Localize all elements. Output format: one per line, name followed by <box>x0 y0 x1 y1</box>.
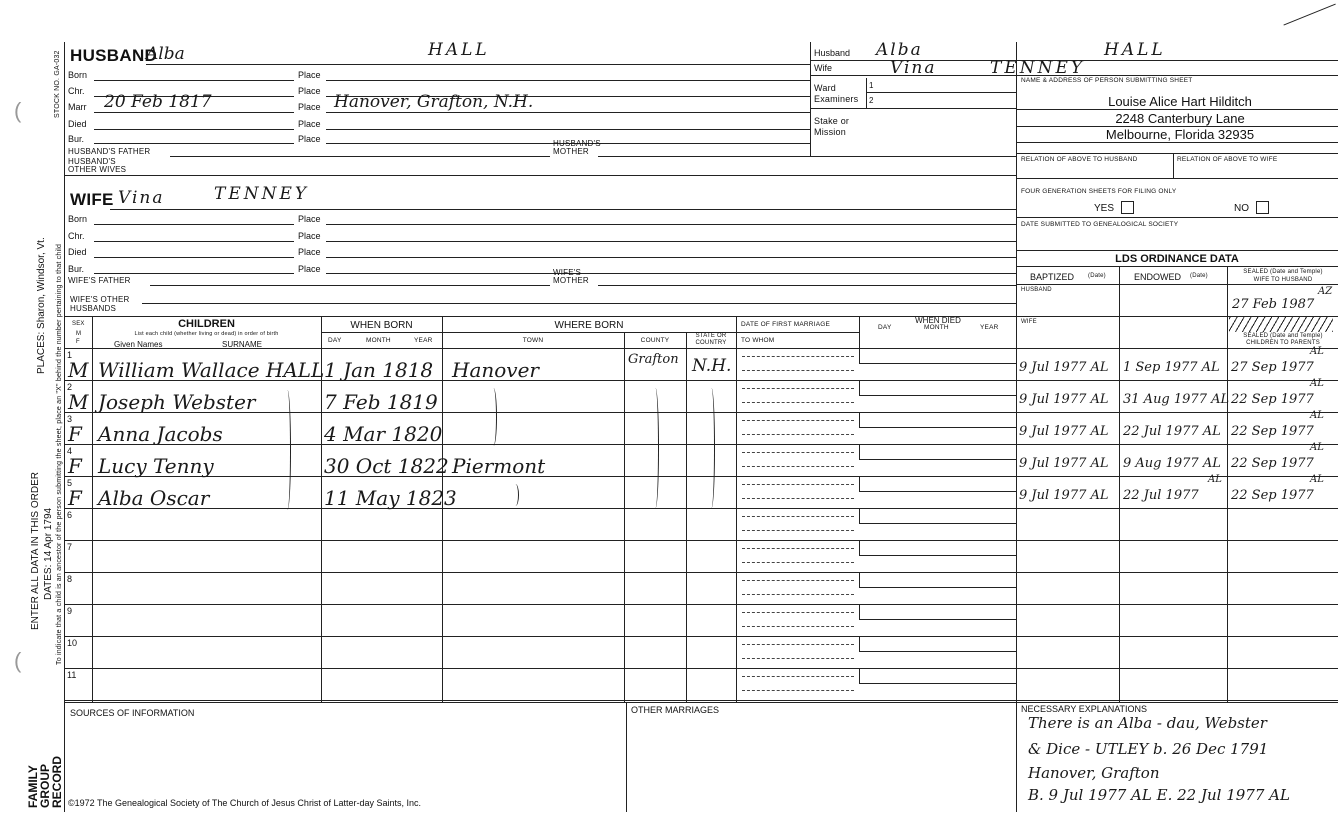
child-birth-date[interactable]: 7 Feb 1819 <box>324 390 438 414</box>
other-wives-line-2: OTHER WIVES <box>68 165 127 174</box>
marriage-whom-dash <box>742 498 854 499</box>
ancestor-note: To indicate that a child is an ancestor of the person submitting the sheet, place an "X" behind the number pertaining to that child <box>56 243 63 665</box>
child-sealed[interactable]: 22 Sep 1977 <box>1231 488 1314 503</box>
child-sealed-temple[interactable]: AL <box>1310 474 1324 485</box>
ditto-mark <box>284 390 291 510</box>
child-birth-town[interactable]: Piermont <box>452 454 546 478</box>
fgr-line-1: FAMILY <box>26 765 40 808</box>
wife-bur-place-label: Place <box>298 264 321 274</box>
wifes-other-husbands-label <box>70 295 129 313</box>
explanation-line-1[interactable]: There is an Alba - dau, Webster <box>1028 714 1267 732</box>
husbands-mother-label-1: HUSBAND'S <box>553 139 601 148</box>
stake-label: Stake or <box>814 116 850 126</box>
wife-died-place-label: Place <box>298 247 321 257</box>
child-number: 10 <box>67 638 78 648</box>
child-sealed-temple[interactable]: AL <box>1310 410 1324 421</box>
relation-wife-label: RELATION OF ABOVE TO WIFE <box>1177 156 1278 163</box>
husbands-mother-label-2: MOTHER <box>553 147 589 156</box>
other-husbands-line-2: HUSBANDS <box>70 304 117 313</box>
child-baptized[interactable]: 9 Jul 1977 AL <box>1019 392 1109 407</box>
baptized-header: BAPTIZED <box>1030 272 1075 282</box>
child-endowed[interactable]: 22 Jul 1977 AL <box>1123 424 1221 439</box>
marriage-whom-dash <box>742 370 854 371</box>
other-marriages-label: OTHER MARRIAGES <box>631 705 720 715</box>
when-died-header: WHEN DIED <box>915 316 961 325</box>
sealed-wife-line-2: WIFE TO HUSBAND <box>1253 277 1313 283</box>
wife-heading: WIFE <box>70 190 114 209</box>
husbands-father-label: HUSBAND'S FATHER <box>68 147 151 156</box>
death-date-box[interactable] <box>859 573 1017 588</box>
to-whom-header: TO WHOM <box>741 337 775 344</box>
marriage-date-dash <box>742 548 854 549</box>
fgr-line-3: RECORD <box>50 755 64 808</box>
husbands-other-wives-label <box>68 158 126 174</box>
examiner-1-number: 1 <box>869 81 874 90</box>
born-month-header: MONTH <box>366 337 391 344</box>
ditto-mark <box>490 388 497 446</box>
child-number: 6 <box>67 510 73 520</box>
marriage-whom-dash <box>742 562 854 563</box>
child-number: 4 <box>67 446 73 456</box>
sealed-wife-line-1: SEALED (Date and Temple) <box>1243 269 1323 275</box>
child-birth-county[interactable]: Grafton <box>628 352 679 367</box>
marriage-date-dash <box>742 452 854 453</box>
margin-mark: ( <box>14 98 22 123</box>
examiner-2-number: 2 <box>869 96 874 105</box>
child-name[interactable]: Joseph Webster <box>98 390 256 414</box>
marriage-whom-dash <box>742 466 854 467</box>
child-endowed[interactable]: 31 Aug 1977 AL <box>1123 392 1230 407</box>
marriage-date-dash <box>742 644 854 645</box>
child-sex[interactable]: F <box>68 454 82 478</box>
child-number: 8 <box>67 574 73 584</box>
dates-note: DATES: 14 Apr 1794 <box>43 507 54 600</box>
right-husband-given[interactable]: Alba <box>876 40 923 60</box>
child-endowed-temple[interactable]: AL <box>1208 474 1222 485</box>
husband-chr-place-label: Place <box>298 86 321 96</box>
death-date-box[interactable] <box>859 605 1017 620</box>
wife-given-name[interactable]: Vina <box>118 188 165 208</box>
wifes-mother-label <box>553 269 589 285</box>
child-baptized[interactable]: 9 Jul 1977 AL <box>1019 424 1109 439</box>
child-number: 2 <box>67 382 73 392</box>
child-baptized[interactable]: 9 Jul 1977 AL <box>1019 360 1109 375</box>
ward-label: Ward <box>814 83 836 93</box>
wife-died-label: Died <box>68 247 87 257</box>
ward-examiners-label <box>814 83 858 105</box>
sex-f-header: F <box>76 339 80 345</box>
marriage-whom-dash <box>742 434 854 435</box>
sealed-children-line-2: CHILDREN TO PARENTS <box>1246 340 1320 346</box>
child-number: 5 <box>67 478 73 488</box>
death-date-box[interactable] <box>859 669 1017 684</box>
family-group-record <box>27 756 63 808</box>
relation-husband-label: RELATION OF ABOVE TO HUSBAND <box>1021 156 1138 163</box>
husband-heading: HUSBAND <box>70 46 158 65</box>
death-date-box[interactable] <box>859 477 1017 492</box>
sources-label: SOURCES OF INFORMATION <box>70 708 195 718</box>
endowed-header: ENDOWED <box>1134 272 1181 282</box>
fgr-line-2: GROUP <box>38 763 52 808</box>
ditto-mark <box>512 484 519 506</box>
baptized-date-note: (Date) <box>1088 273 1106 279</box>
child-number: 7 <box>67 542 73 552</box>
marriage-date-dash <box>742 612 854 613</box>
died-month-header: MONTH <box>924 324 949 331</box>
submitter-city[interactable]: Melbourne, Florida 32935 <box>1105 127 1255 142</box>
wife-born-label: Born <box>68 214 88 224</box>
child-birth-date[interactable]: 30 Oct 1822 <box>324 454 449 478</box>
child-sex[interactable]: F <box>68 486 82 510</box>
marriage-whom-dash <box>742 690 854 691</box>
no-label: NO <box>1234 203 1249 214</box>
sealed-wife-temple[interactable]: AZ <box>1318 286 1333 297</box>
check-mark-icon <box>1283 4 1336 28</box>
hatched-box <box>1229 317 1333 332</box>
state-line-2: COUNTRY <box>695 340 727 346</box>
right-husband-surname[interactable]: HALL <box>1104 40 1166 60</box>
husband-died-place-label: Place <box>298 119 321 129</box>
wife-surname[interactable]: TENNEY <box>214 184 310 204</box>
child-sealed[interactable]: 27 Sep 1977 <box>1231 360 1314 375</box>
given-names-header: Given Names <box>114 340 163 349</box>
husband-died-label: Died <box>68 119 87 129</box>
lds-husband-row-label: HUSBAND <box>1021 287 1052 293</box>
husband-marr-label: Marr <box>68 102 87 112</box>
child-name[interactable]: Lucy Tenny <box>98 454 214 478</box>
stake-mission-label <box>814 116 849 138</box>
marriage-date-dash <box>742 388 854 389</box>
county-header: COUNTY <box>640 337 670 344</box>
husbands-mother-label <box>553 140 601 156</box>
yes-label: YES <box>1094 203 1115 214</box>
wife-chr-label: Chr. <box>68 231 85 241</box>
child-sealed-temple[interactable]: AL <box>1310 378 1324 389</box>
death-date-box[interactable] <box>859 509 1017 524</box>
child-baptized[interactable]: 9 Jul 1977 AL <box>1019 456 1109 471</box>
endowed-date-note: (Date) <box>1190 273 1208 279</box>
died-day-header: DAY <box>878 324 892 331</box>
submitter-street[interactable]: 2248 Canterbury Lane <box>1115 111 1245 126</box>
husband-given-name[interactable]: Alba <box>146 44 185 64</box>
husband-chr-label: Chr. <box>68 86 85 96</box>
wife-bur-label: Bur. <box>68 264 85 274</box>
examiners-label: Examiners <box>814 94 859 104</box>
child-number: 11 <box>67 670 77 680</box>
marriage-whom-dash <box>742 626 854 627</box>
marriage-place[interactable]: Hanover, Grafton, N.H. <box>334 92 534 112</box>
children-header: CHILDREN <box>178 318 235 330</box>
child-name[interactable]: Anna Jacobs <box>98 422 223 446</box>
sex-header: SEX <box>72 321 85 327</box>
other-husbands-line-1: WIFE'S OTHER <box>70 295 130 304</box>
four-gen-label: FOUR GENERATION SHEETS FOR FILING ONLY <box>1021 188 1177 195</box>
marriage-date-dash <box>742 676 854 677</box>
child-name[interactable]: Alba Oscar <box>98 486 210 510</box>
marriage-date-dash <box>742 580 854 581</box>
child-baptized[interactable]: 9 Jul 1977 AL <box>1019 488 1109 503</box>
husband-born-label: Born <box>68 70 88 80</box>
marriage-date-dash <box>742 356 854 357</box>
wife-born-place-label: Place <box>298 214 321 224</box>
child-sex[interactable]: M <box>68 390 89 414</box>
marriage-date-dash <box>742 484 854 485</box>
marriage-whom-dash <box>742 594 854 595</box>
stock-number: STOCK NO. GA-032 <box>54 50 61 118</box>
death-date-box[interactable] <box>859 349 1017 364</box>
lds-wife-row-label: WIFE <box>1021 319 1037 325</box>
child-sealed-temple[interactable]: AL <box>1310 442 1324 453</box>
child-birth-town[interactable]: Hanover <box>452 358 539 382</box>
places-note: PLACES: Sharon, Windsor, Vt. <box>36 237 47 374</box>
marriage-date-dash <box>742 516 854 517</box>
state-line-1: STATE OR <box>695 333 727 339</box>
lds-ordinance-title: LDS ORDINANCE DATA <box>1115 253 1239 265</box>
wifes-mother-line-1: WIFE'S <box>553 268 582 277</box>
ditto-mark <box>652 388 659 508</box>
born-year-header: YEAR <box>414 337 433 344</box>
sealed-children-line-1: SEALED (Date and Temple) <box>1243 333 1323 339</box>
submitter-label: NAME & ADDRESS OF PERSON SUBMITTING SHEET <box>1021 77 1193 84</box>
state-header <box>686 333 736 347</box>
child-number: 1 <box>67 350 73 360</box>
date-submitted-label: DATE SUBMITTED TO GENEALOGICAL SOCIETY <box>1021 221 1179 228</box>
child-endowed[interactable]: 9 Aug 1977 AL <box>1123 456 1221 471</box>
sealed-wife-date[interactable]: 27 Feb 1987 <box>1232 297 1315 312</box>
copyright-notice: ©1972 The Genealogical Society of The Church of Jesus Christ of Latter-day Saints, Inc. <box>68 798 421 808</box>
when-born-header: WHEN BORN <box>350 320 413 331</box>
explanation-line-3[interactable]: Hanover, Grafton <box>1028 764 1160 782</box>
death-date-box[interactable] <box>859 445 1017 460</box>
no-checkbox[interactable] <box>1256 201 1269 214</box>
yes-checkbox[interactable] <box>1121 201 1134 214</box>
child-endowed[interactable]: 1 Sep 1977 AL <box>1123 360 1220 375</box>
death-date-box[interactable] <box>859 637 1017 652</box>
where-born-header: WHERE BORN <box>554 320 624 331</box>
death-date-box[interactable] <box>859 381 1017 396</box>
child-sealed[interactable]: 22 Sep 1977 <box>1231 456 1314 471</box>
necessary-explanations-label: NECESSARY EXPLANATIONS <box>1021 704 1148 714</box>
child-sex[interactable]: M <box>68 358 89 382</box>
born-day-header: DAY <box>328 337 342 344</box>
child-birth-date[interactable]: 1 Jan 1818 <box>324 358 434 382</box>
child-sex[interactable]: F <box>68 422 82 446</box>
wifes-mother-line-2: MOTHER <box>553 276 589 285</box>
surname-header: SURNAME <box>222 340 263 349</box>
right-husband-label: Husband <box>814 48 851 58</box>
child-sealed[interactable]: 22 Sep 1977 <box>1231 424 1314 439</box>
husband-surname[interactable]: HALL <box>428 40 490 60</box>
children-list-note: List each child (whether living or dead) in order of birth <box>134 331 279 337</box>
town-header: TOWN <box>522 337 544 344</box>
other-wives-line-1: HUSBAND'S <box>68 157 116 166</box>
enter-all-note: ENTER ALL DATA IN THIS ORDER <box>30 472 41 630</box>
explanation-line-2[interactable]: & Dice - UTLEY b. 26 Dec 1791 <box>1028 740 1269 758</box>
died-year-header: YEAR <box>980 324 999 331</box>
child-sealed-temple[interactable]: AL <box>1310 346 1324 357</box>
sealed-children-header <box>1228 333 1338 347</box>
child-name[interactable]: William Wallace HALL <box>98 358 325 382</box>
sex-m-header: M <box>76 331 82 337</box>
marriage-whom-dash <box>742 530 854 531</box>
margin-mark: ( <box>14 648 22 673</box>
child-number: 9 <box>67 606 73 616</box>
child-number: 3 <box>67 414 73 424</box>
husband-marr-place-label: Place <box>298 102 321 112</box>
wife-chr-place-label: Place <box>298 231 321 241</box>
right-wife-surname[interactable]: TENNEY <box>990 58 1086 78</box>
husband-bur-place-label: Place <box>298 134 321 144</box>
death-date-box[interactable] <box>859 413 1017 428</box>
husband-bur-label: Bur. <box>68 134 85 144</box>
right-wife-label: Wife <box>814 63 832 73</box>
explanation-line-4[interactable]: B. 9 Jul 1977 AL E. 22 Jul 1977 AL <box>1028 786 1290 804</box>
marriage-whom-dash <box>742 402 854 403</box>
marriage-date[interactable]: 20 Feb 1817 <box>104 92 212 112</box>
child-birth-state[interactable]: N.H. <box>692 356 732 376</box>
sealed-wife-header <box>1228 268 1338 284</box>
mission-label: Mission <box>814 127 846 137</box>
child-birth-date[interactable]: 4 Mar 1820 <box>324 422 443 446</box>
right-wife-given[interactable]: Vina <box>890 58 937 78</box>
husband-born-place-label: Place <box>298 70 321 80</box>
marriage-date-dash <box>742 420 854 421</box>
death-date-box[interactable] <box>859 541 1017 556</box>
submitter-name[interactable]: Louise Alice Hart Hilditch <box>1108 94 1252 109</box>
first-marriage-header: DATE OF FIRST MARRIAGE <box>741 321 831 328</box>
child-birth-date[interactable]: 11 May 1823 <box>324 486 457 510</box>
marriage-whom-dash <box>742 658 854 659</box>
ditto-mark <box>708 388 715 508</box>
wifes-father-label: WIFE'S FATHER <box>68 276 131 285</box>
child-sealed[interactable]: 22 Sep 1977 <box>1231 392 1314 407</box>
child-endowed[interactable]: 22 Jul 1977 <box>1123 488 1199 503</box>
